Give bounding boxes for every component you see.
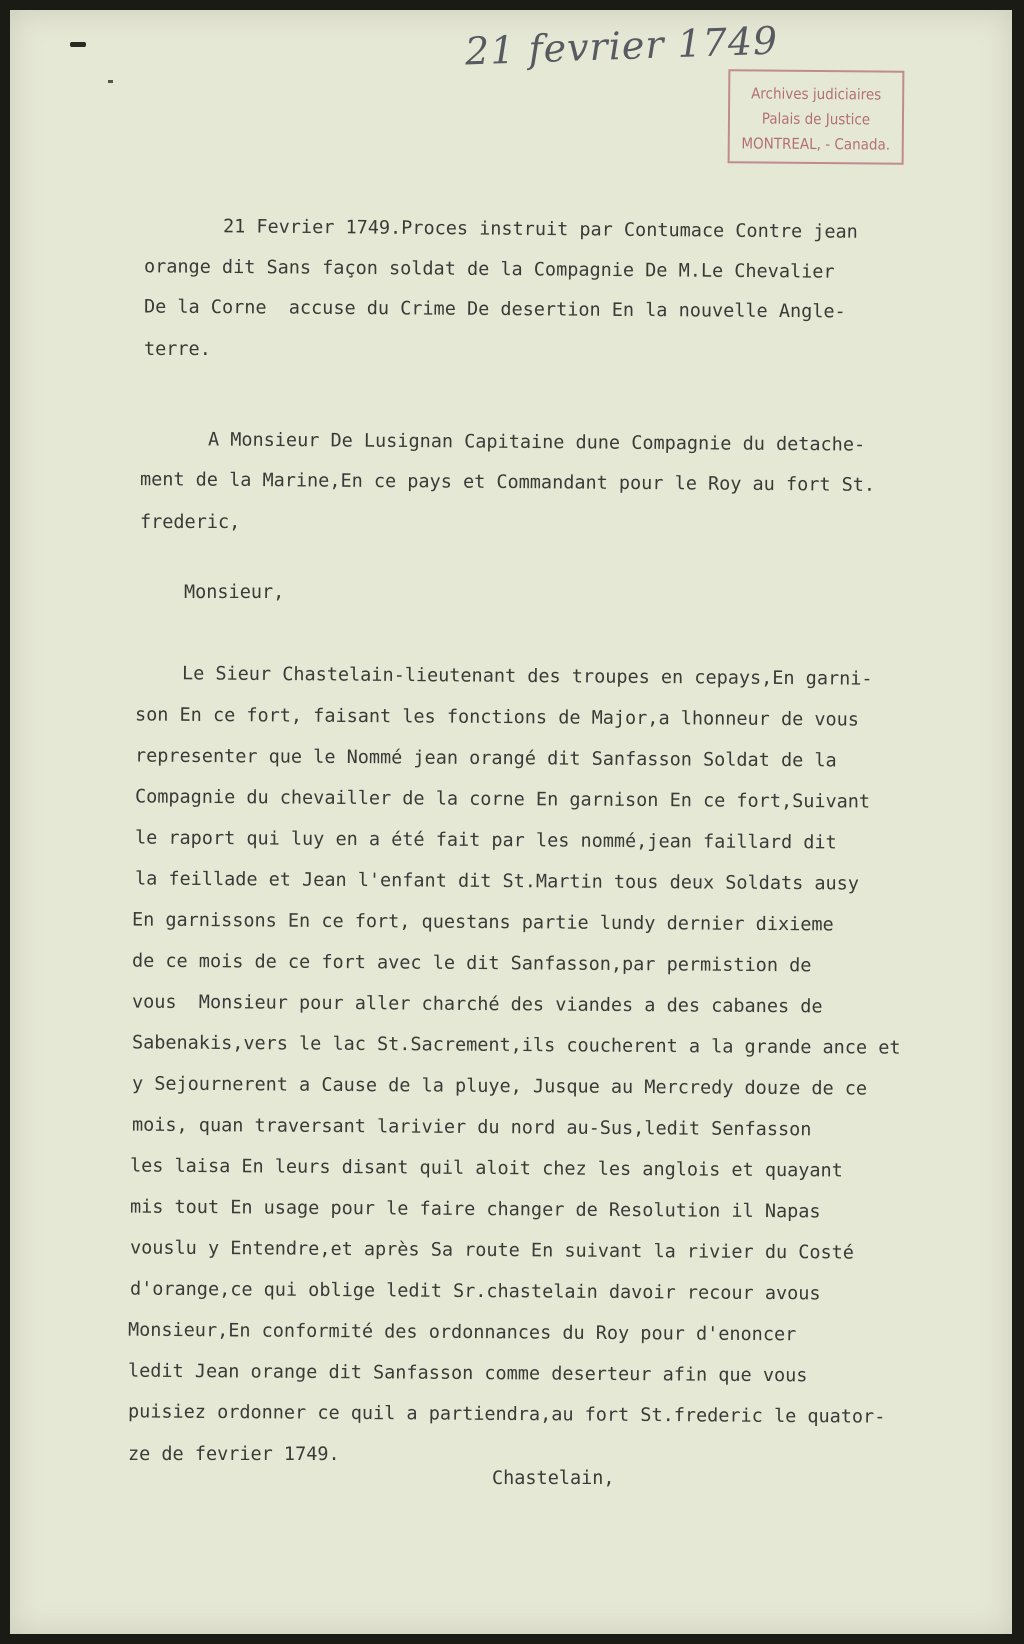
body-line: d'orange,ce qui oblige ledit Sr.chastelain davoir recour avous xyxy=(129,1278,821,1305)
address-line: ment de la Marine,En ce pays et Commandant pour le Roy au fort St. xyxy=(139,469,876,496)
title-line: De la Corne accuse du Crime De desertion En la nouvelle Angle- xyxy=(143,296,846,323)
body-line: ledit Jean orange dit Sanfasson comme deserteur afin que vous xyxy=(127,1360,808,1387)
body-line: les laisa En leurs disant quil aloit chez les anglois et quayant xyxy=(129,1155,843,1182)
body-line: ze de fevrier 1749. xyxy=(128,1444,340,1465)
address-line: A Monsieur De Lusignan Capitaine dune Compagnie du detache- xyxy=(207,429,866,456)
stamp-line: Archives judiciaires xyxy=(751,84,882,104)
archive-stamp xyxy=(728,69,905,165)
stamp-line: MONTREAL, - Canada. xyxy=(741,134,891,154)
body-line: vouslu y Entendre,et après Sa route En suivant la rivier du Costé xyxy=(129,1237,855,1264)
stamp-line: Palais de Justice xyxy=(761,109,871,129)
body-line: y Sejournerent a Cause de la pluye, Jusque au Mercredy douze de ce xyxy=(131,1073,868,1100)
ink-mark xyxy=(70,42,86,47)
body-line: mois, quan traversant larivier du nord au-Sus,ledit Senfasson xyxy=(131,1114,812,1141)
body-line: representer que le Nommé jean orangé dit Sanfasson Soldat de la xyxy=(134,745,837,772)
handwritten-date: 21 fevrier 1749 xyxy=(464,18,779,74)
body-line: mis tout En usage pour le faire changer de Resolution il Napas xyxy=(129,1196,821,1223)
title-line: 21 Fevrier 1749.Proces instruit par Contumace Contre jean xyxy=(222,216,858,243)
salutation: Monsieur, xyxy=(184,582,285,603)
address-line: frederic, xyxy=(140,512,241,533)
body-line: En garnissons En ce fort, questans partie lundy dernier dixieme xyxy=(131,909,834,936)
body-line: Le Sieur Chastelain-lieutenant des troupes en cepays,En garni- xyxy=(181,663,873,690)
ink-speck xyxy=(108,80,113,83)
body-line: la feillade et Jean l'enfant dit St.Martin tous deux Soldats ausy xyxy=(134,868,860,895)
body-line: le raport qui luy en a été fait par les nommé,jean faillard dit xyxy=(134,827,837,854)
body-line: Monsieur,En conformité des ordonnances du Roy pour d'enoncer xyxy=(127,1319,797,1346)
title-line: orange dit Sans façon soldat de la Compagnie De M.Le Chevalier xyxy=(143,256,835,283)
body-line: son En ce fort, faisant les fonctions de Major,a lhonneur de vous xyxy=(134,704,860,731)
body-line: Sabenakis,vers le lac St.Sacrement,ils coucherent a la grande ance et xyxy=(131,1032,901,1059)
document-page xyxy=(10,10,1012,1634)
title-line: terre. xyxy=(144,339,211,360)
body-line: vous Monsieur pour aller charché des viandes a des cabanes de xyxy=(131,991,823,1018)
body-line: puisiez ordonner ce quil a partiendra,au fort St.frederic le quator- xyxy=(127,1401,886,1428)
body-line: Compagnie du chevailler de la corne En garnison En ce fort,Suivant xyxy=(134,786,871,813)
signature: Chastelain, xyxy=(492,1468,615,1489)
body-line: de ce mois de ce fort avec le dit Sanfasson,par permistion de xyxy=(131,950,812,977)
